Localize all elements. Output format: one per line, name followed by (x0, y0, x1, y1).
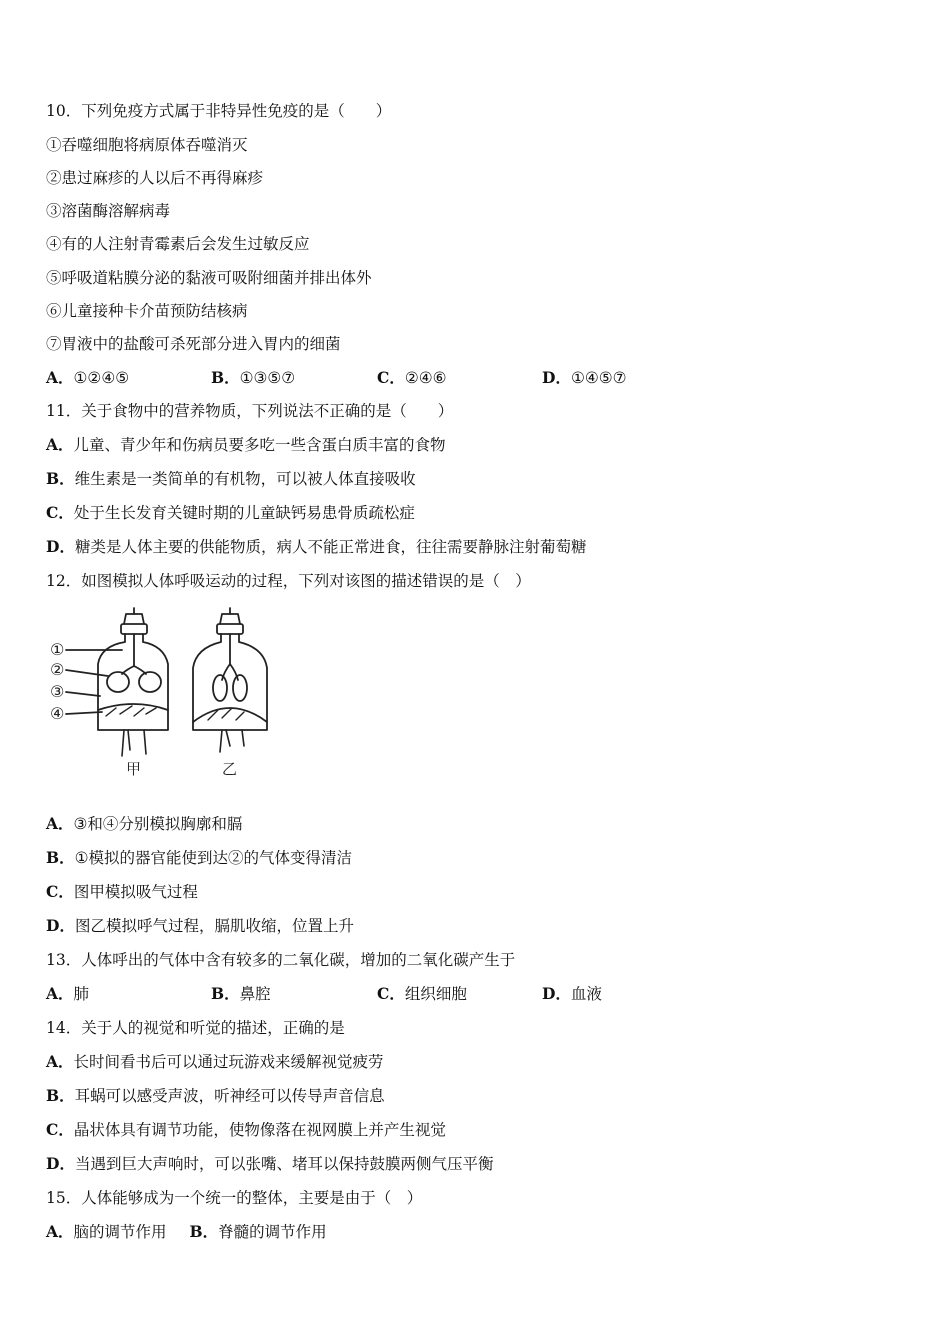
q13-stem: 13．人体呼出的气体中含有较多的二氧化碳，增加的二氧化碳产生于 (46, 951, 516, 969)
q10-option-b: B．①③⑤⑦ (211, 368, 296, 387)
q14-stem: 14．关于人的视觉和听觉的描述，正确的是 (46, 1019, 345, 1037)
q12-option-c: C．图甲模拟吸气过程 (46, 882, 198, 901)
q11-option-b: B．维生素是一类简单的有机物，可以被人体直接吸收 (46, 469, 416, 488)
q13-option-d: D．血液 (542, 984, 602, 1003)
q11-option-c: C．处于生长发育关键时期的儿童缺钙易患骨质疏松症 (46, 503, 415, 522)
q12-option-b: B．①模拟的器官能使到达②的气体变得清洁 (46, 848, 353, 867)
q10-stem: 10．下列免疫方式属于非特异性免疫的是（ ） (46, 102, 392, 120)
q10-option-a: A．①②④⑤ (46, 368, 130, 387)
q14-option-c: C．晶状体具有调节功能，使物像落在视网膜上并产生视觉 (46, 1120, 446, 1139)
q15-stem: 15．人体能够成为一个统一的整体，主要是由于（ ） (46, 1189, 423, 1207)
q11-option-a: A．儿童、青少年和伤病员要多吃一些含蛋白质丰富的食物 (46, 435, 446, 454)
q15-option-a: A．脑的调节作用 (46, 1222, 167, 1241)
label-jia: 甲 (126, 760, 142, 778)
q15-option-b: B．脊髓的调节作用 (189, 1222, 327, 1241)
q12-stem: 12．如图模拟人体呼吸运动的过程，下列对该图的描述错误的是（ ） (46, 572, 531, 590)
marker-1: ① (50, 640, 65, 659)
q14-option-b: B．耳蜗可以感受声波，听神经可以传导声音信息 (46, 1086, 385, 1105)
marker-3: ③ (50, 682, 65, 701)
q13-option-b: B．鼻腔 (211, 984, 271, 1003)
marker-2: ② (50, 660, 65, 679)
q10-item-3: ③溶菌酶溶解病毒 (46, 202, 171, 220)
q12-option-d: D．图乙模拟呼气过程，膈肌收缩，位置上升 (46, 916, 354, 935)
breathing-model-figure (46, 606, 276, 784)
q14-option-a: A．长时间看书后可以通过玩游戏来缓解视觉疲劳 (46, 1052, 384, 1071)
q10-item-5: ⑤呼吸道粘膜分泌的黏液可吸附细菌并排出体外 (46, 269, 372, 287)
q14-option-d: D．当遇到巨大声响时，可以张嘴、堵耳以保持鼓膜两侧气压平衡 (46, 1154, 494, 1173)
q13-option-a: A．肺 (46, 984, 90, 1003)
q10-options (46, 368, 686, 388)
q10-option-d: D．①④⑤⑦ (542, 368, 627, 387)
q11-stem: 11．关于食物中的营养物质，下列说法不正确的是（ ） (46, 402, 454, 420)
q15-options (46, 1222, 327, 1242)
q10-item-2: ②患过麻疹的人以后不再得麻疹 (46, 169, 264, 187)
marker-4: ④ (50, 704, 65, 723)
q12-option-a: A．③和④分别模拟胸廓和膈 (46, 814, 243, 833)
q11-option-d: D．糖类是人体主要的供能物质，病人不能正常进食，往往需要静脉注射葡萄糖 (46, 537, 587, 556)
q10-item-4: ④有的人注射青霉素后会发生过敏反应 (46, 235, 310, 253)
jar-right (193, 608, 267, 752)
q10-item-6: ⑥儿童接种卡介苗预防结核病 (46, 302, 248, 320)
q10-item-7: ⑦胃液中的盐酸可杀死部分进入胃内的细菌 (46, 335, 341, 353)
jar-left (98, 608, 168, 756)
q10-option-c: C．②④⑥ (377, 368, 447, 387)
q13-option-c: C．组织细胞 (377, 984, 467, 1003)
q10-item-1: ①吞噬细胞将病原体吞噬消灭 (46, 136, 248, 154)
label-yi: 乙 (222, 760, 238, 778)
q13-options (46, 984, 686, 1004)
